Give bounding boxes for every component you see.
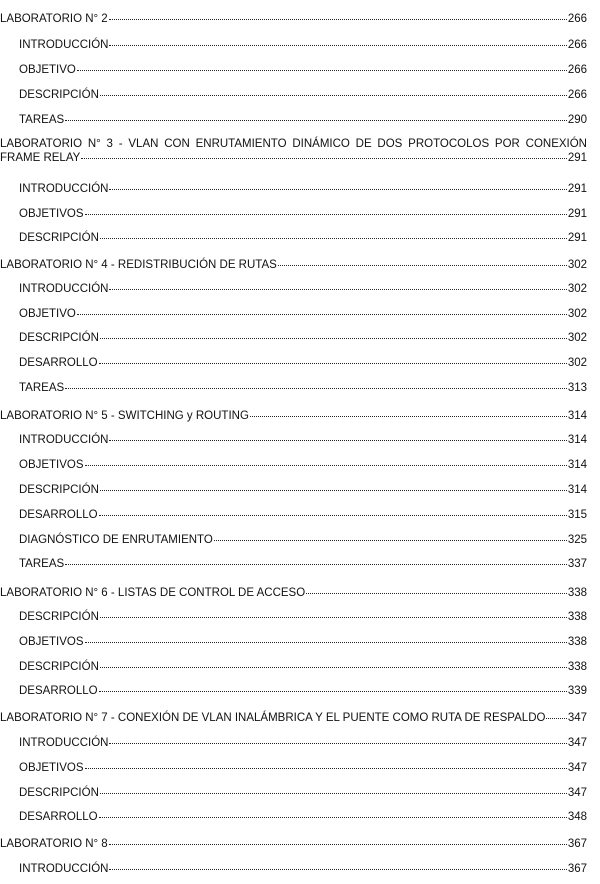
dot-leader (99, 817, 567, 818)
toc-entry-title: OBJETIVOS (19, 208, 84, 220)
toc-entry-title: DESCRIPCIÓN (19, 611, 99, 623)
toc-section-entry[interactable] (19, 684, 587, 698)
toc-chapter-entry[interactable] (0, 12, 587, 26)
toc-page-number: 338 (567, 636, 587, 648)
toc-chapter-entry[interactable] (0, 137, 587, 165)
toc-page-number: 313 (567, 382, 587, 394)
toc-page-number: 291 (567, 183, 587, 195)
toc-section-entry[interactable] (19, 458, 587, 472)
dot-leader (100, 490, 567, 491)
toc-page-number: 302 (567, 283, 587, 295)
toc-page-number: 315 (567, 509, 587, 521)
toc-entry-title: DESARROLLO (19, 811, 98, 823)
toc-page-number: 338 (567, 587, 587, 599)
toc-entry-title: LABORATORIO N° 4 - REDISTRIBUCIÓN DE RUTAS (0, 259, 277, 271)
toc-section-entry[interactable] (19, 207, 587, 221)
toc-page-number: 367 (567, 863, 587, 875)
toc-section-entry[interactable] (19, 88, 587, 102)
dot-leader (81, 158, 567, 159)
dot-leader (85, 642, 567, 643)
toc-entry-title: INTRODUCCIÓN (19, 183, 109, 195)
toc-section-entry[interactable] (19, 38, 587, 52)
toc-page-number: 302 (567, 308, 587, 320)
dot-leader (306, 593, 567, 594)
toc-entry-title: LABORATORIO N° 7 - CONEXIÓN DE VLAN INALÁMBRICA Y EL PUENTE COMO RUTA DE RESPALDO (0, 712, 546, 724)
toc-page-number: 347 (567, 712, 587, 724)
toc-section-entry[interactable] (19, 182, 587, 196)
dot-leader (99, 363, 567, 364)
toc-page-number: 291 (567, 152, 587, 164)
toc-section-entry[interactable] (19, 786, 587, 800)
toc-entry-title: LABORATORIO N° 3 - VLAN CON ENRUTAMIENTO DINÁMICO DE DOS PROTOCOLOS POR CONEXIÓN (0, 138, 587, 150)
dot-leader (100, 238, 567, 239)
toc-entry-title: DESCRIPCIÓN (19, 232, 99, 244)
dot-leader (100, 667, 567, 668)
toc-page-number: 314 (567, 484, 587, 496)
toc-entry-title: OBJETIVOS (19, 636, 84, 648)
toc-chapter-entry[interactable] (0, 409, 587, 423)
toc-page-number: 266 (567, 64, 587, 76)
toc-page-number: 302 (567, 332, 587, 344)
toc-page-number: 314 (567, 410, 587, 422)
toc-entry-title: INTRODUCCIÓN (19, 39, 109, 51)
toc-entry-title: OBJETIVO (19, 308, 76, 320)
toc-entry-title: LABORATORIO N° 5 - SWITCHING y ROUTING (0, 410, 249, 422)
toc-entry-title: DESARROLLO (19, 509, 98, 521)
toc-entry-title: DESCRIPCIÓN (19, 484, 99, 496)
toc-page-number: 339 (567, 685, 587, 697)
dot-leader (100, 793, 567, 794)
toc-section-entry[interactable] (19, 660, 587, 674)
toc-section-entry[interactable] (19, 508, 587, 522)
toc-entry-title: OBJETIVO (19, 64, 76, 76)
toc-entry-title: INTRODUCCIÓN (19, 283, 109, 295)
toc-page-number: 347 (567, 737, 587, 749)
dot-leader (99, 515, 567, 516)
toc-page-number: 266 (567, 39, 587, 51)
toc-entry-title: DESCRIPCIÓN (19, 787, 99, 799)
toc-section-entry[interactable] (19, 231, 587, 245)
toc-entry-title: DESCRIPCIÓN (19, 89, 99, 101)
dot-leader (99, 691, 567, 692)
toc-section-entry[interactable] (19, 356, 587, 370)
toc-entry-title: DESARROLLO (19, 685, 98, 697)
toc-section-entry[interactable] (19, 761, 587, 775)
toc-page-number: 338 (567, 661, 587, 673)
toc-section-entry[interactable] (19, 381, 587, 395)
toc-page-number: 367 (567, 838, 587, 850)
toc-chapter-entry[interactable] (0, 258, 587, 272)
toc-section-entry[interactable] (19, 635, 587, 649)
toc-section-entry[interactable] (19, 862, 587, 876)
toc-page-number: 314 (567, 459, 587, 471)
toc-section-entry[interactable] (19, 483, 587, 497)
toc-page-number: 290 (567, 114, 587, 126)
toc-entry-title: INTRODUCCIÓN (19, 434, 109, 446)
toc-section-entry[interactable] (19, 307, 587, 321)
dot-leader (109, 743, 566, 744)
toc-page-number: 337 (567, 558, 587, 570)
toc-entry-title: DESCRIPCIÓN (19, 661, 99, 673)
toc-entry-title: DESCRIPCIÓN (19, 332, 99, 344)
dot-leader (65, 120, 567, 121)
toc-page-number: 291 (567, 208, 587, 220)
dot-leader (77, 70, 567, 71)
toc-entry-title: OBJETIVOS (19, 459, 84, 471)
toc-page-number: 302 (567, 259, 587, 271)
toc-entry-title: TAREAS (19, 114, 65, 126)
dot-leader (85, 768, 567, 769)
dot-leader (546, 718, 566, 719)
toc-page-number: 302 (567, 357, 587, 369)
toc-page-number: 291 (567, 232, 587, 244)
toc-section-entry[interactable] (19, 557, 587, 571)
toc-section-entry[interactable] (19, 810, 587, 824)
toc-section-entry[interactable] (19, 433, 587, 447)
toc-entry-title: INTRODUCCIÓN (19, 863, 109, 875)
toc-entry-title: LABORATORIO N° 8 (0, 838, 108, 850)
dot-leader (109, 19, 567, 20)
toc-entry-title: LABORATORIO N° 2 (0, 13, 108, 25)
toc-chapter-entry[interactable] (0, 837, 587, 851)
toc-section-entry[interactable] (19, 113, 587, 127)
toc-entry-title: INTRODUCCIÓN (19, 737, 109, 749)
toc-entry-title: TAREAS (19, 382, 65, 394)
toc-section-entry[interactable] (19, 331, 587, 345)
toc-section-entry[interactable] (19, 63, 587, 77)
toc-entry-title: DIAGNÓSTICO DE ENRUTAMIENTO (19, 534, 213, 546)
dot-leader (278, 265, 567, 266)
toc-entry-title: OBJETIVOS (19, 762, 84, 774)
toc-page-number: 266 (567, 13, 587, 25)
toc-page-number: 266 (567, 89, 587, 101)
toc-page-number: 348 (567, 811, 587, 823)
toc-section-entry[interactable] (19, 610, 587, 624)
toc-section-entry[interactable] (19, 533, 587, 547)
dot-leader (100, 95, 567, 96)
toc-section-entry[interactable] (19, 282, 587, 296)
dot-leader (100, 338, 567, 339)
toc-section-entry[interactable] (19, 736, 587, 750)
dot-leader (109, 189, 566, 190)
dot-leader (77, 314, 567, 315)
toc-entry-title: LABORATORIO N° 6 - LISTAS DE CONTROL DE ACCESO (0, 587, 306, 599)
toc-page-number: 325 (567, 534, 587, 546)
dot-leader (65, 388, 567, 389)
dot-leader (109, 440, 566, 441)
toc-entry-title: TAREAS (19, 558, 65, 570)
toc-page-number: 314 (567, 434, 587, 446)
dot-leader (109, 844, 567, 845)
dot-leader (109, 289, 566, 290)
toc-entry-title-continued: FRAME RELAY (0, 152, 81, 164)
dot-leader (109, 45, 566, 46)
toc-page-number: 338 (567, 611, 587, 623)
toc-chapter-entry[interactable] (0, 711, 587, 725)
dot-leader (85, 465, 567, 466)
dot-leader (100, 617, 567, 618)
toc-page-number: 347 (567, 787, 587, 799)
dot-leader (65, 564, 567, 565)
dot-leader (250, 416, 567, 417)
toc-chapter-entry[interactable] (0, 586, 587, 600)
dot-leader (85, 214, 567, 215)
dot-leader (214, 540, 567, 541)
toc-entry-title: DESARROLLO (19, 357, 98, 369)
dot-leader (109, 869, 566, 870)
toc-page-number: 347 (567, 762, 587, 774)
